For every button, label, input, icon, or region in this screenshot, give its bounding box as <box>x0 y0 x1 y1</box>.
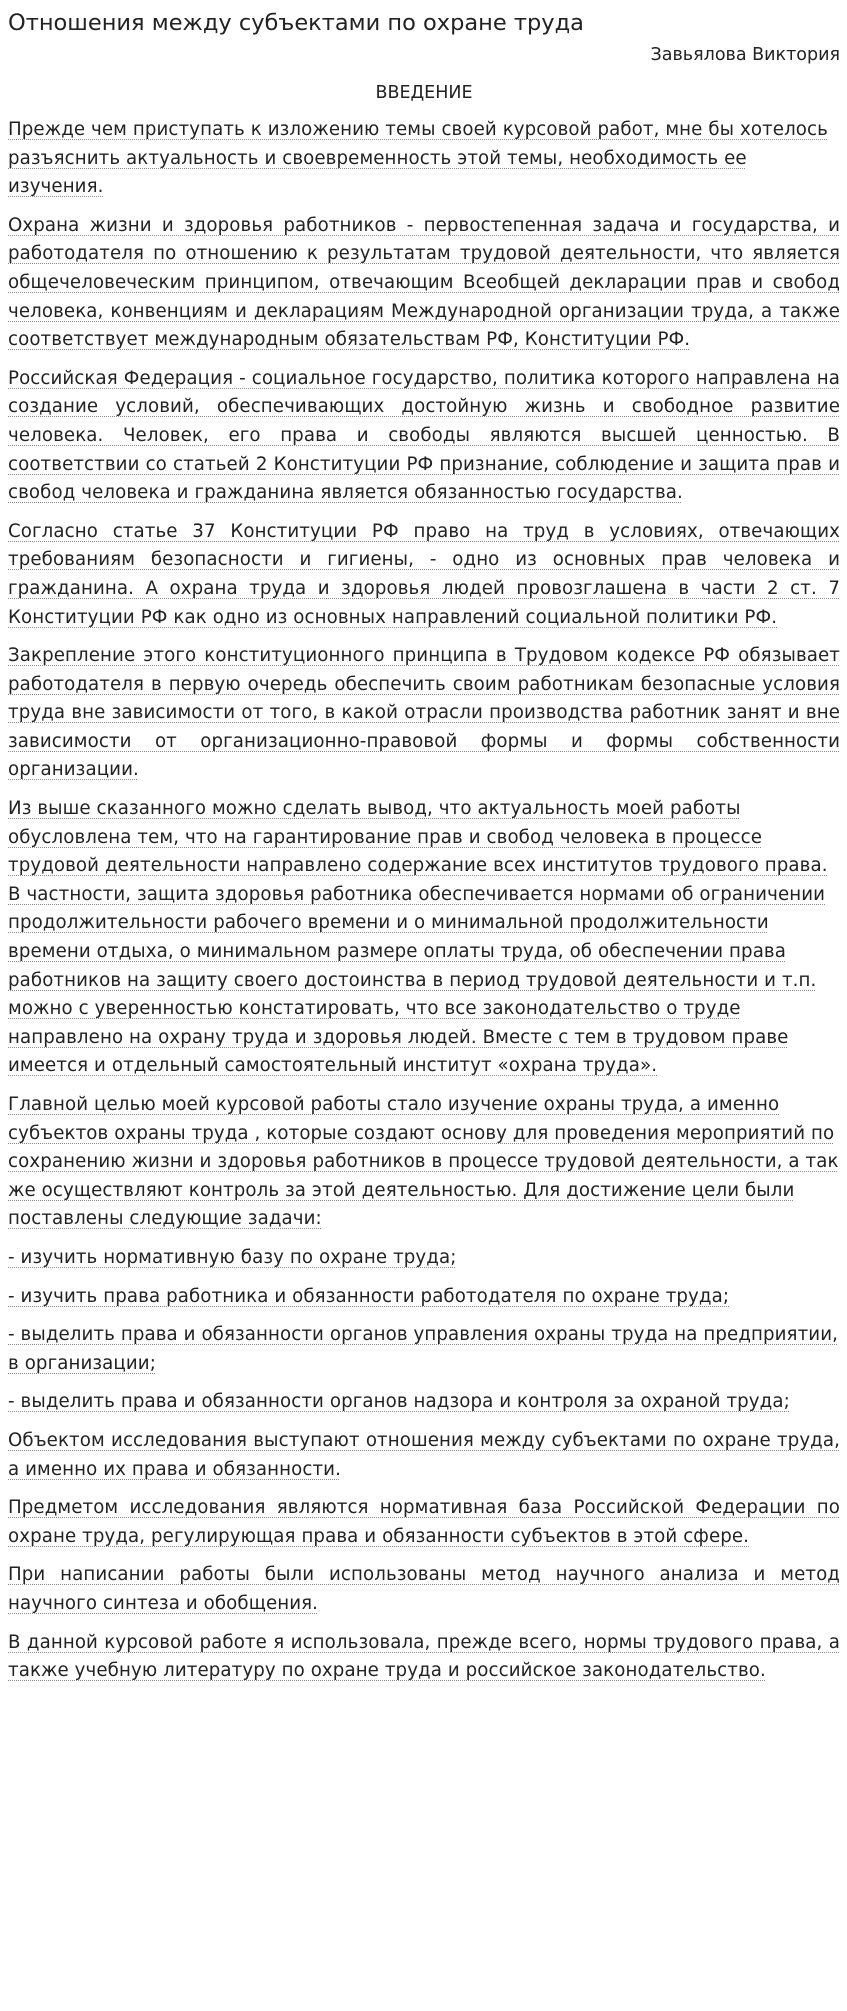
paragraph-article-37: Согласно статье 37 Конституции РФ право на труд в условиях, отвечающих требованиям безопасности и гигиены, - одно из основных прав человека и гражданина. А охрана труда и здоровья людей провозглашена в части 2 ст. 7 Конституции РФ как одно из основных направлений социальной политики РФ. <box>8 520 840 628</box>
paragraph-labor-code: Закрепление этого конституционного принципа в Трудовом кодексе РФ обязывает работодателя в первую очередь обеспечить своим работникам безопасные условия труда вне зависимости от того, в какой отрасли производства работник занят и вне зависимости от организационно-правовой формы и формы собственности организации. <box>8 645 840 781</box>
paragraph-life-health: Охрана жизни и здоровья работников - первостепенная задача и государства, и работодателя по отношению к результатам трудовой деятельности, что является общечеловеческим принципом, отвечающим Всеобщей декларации прав и свобод человека, конвенциям и декларациям Международной организации труда, а также соответствует международным обязательствам РФ, Конституции РФ. <box>8 214 840 351</box>
paragraph-subject: Предметом исследования являются нормативная база Российской Федерации по охране труда, регулирующая права и обязанности субъектов в этой сфере. <box>8 1497 840 1547</box>
document-body <box>8 116 840 1686</box>
paragraph-relevance: Из выше сказанного можно сделать вывод, что актуальность моей работы обусловлена тем, что на гарантирование прав и свобод человека в процессе трудовой деятельности направлено содержание всех институтов трудового права. В частности, защита здоровья работника обеспечивается нормами об ограничении продолжительности рабочего времени и о минимальной продолжительности времени отдыха, о минимальном размере оплаты труда, об обеспечении права работников на защиту своего достоинства в период трудовой деятельности и т.п. можно с уверенностью констатировать, что все законодательство о труде направлено на охрану труда и здоровья людей. Вместе с тем в трудовом праве имеется и отдельный самостоятельный институт «охрана труда». <box>8 798 828 1077</box>
task-item-3: - выделить права и обязанности органов управления охраны труда на предприятии, в организации; <box>8 1324 839 1374</box>
author-name: Завьялова Виктория <box>650 45 840 65</box>
section-heading: ВВЕДЕНИЕ <box>375 83 473 103</box>
task-item-4: - выделить права и обязанности органов надзора и контроля за охраной труда; <box>8 1391 790 1413</box>
task-item-1: - изучить нормативную базу по охране труда; <box>8 1246 457 1268</box>
paragraph-object: Объектом исследования выступают отношения между субъектами по охране труда, а именно их права и обязанности. <box>8 1429 840 1480</box>
paragraph-intro: Прежде чем приступать к изложению темы своей курсовой работ, мне бы хотелось разъяснить актуальность и своевременность этой темы, необходимость ее изучения. <box>8 119 828 198</box>
paragraph-sources: В данной курсовой работе я использовала, прежде всего, нормы трудового права, а также учебную литературу по охране труда и российское законодательство. <box>8 1631 840 1682</box>
paragraph-methods: При написании работы были использованы метод научного анализа и метод научного синтеза и обобщения. <box>8 1564 840 1614</box>
paragraph-goal: Главной целью моей курсовой работы стало изучение охраны труда, а именно субъектов охраны труда , которые создают основу для проведения мероприятий по сохранению жизни и здоровья работников в процессе трудовой деятельности, а так же осуществляют контроль за этой деятельностью. Для достижение цели были поставлены следующие задачи: <box>8 1094 839 1230</box>
task-item-2: - изучить права работника и обязанности работодателя по охране труда; <box>8 1285 730 1307</box>
document-title: Отношения между субъектами по охране труда <box>8 10 584 36</box>
paragraph-social-state: Российская Федерация - социальное государство, политика которого направлена на создание условий, обеспечивающих достойную жизнь и свободное развитие человека. Человек, его права и свободы являются высшей ценностью. В соответствии со статьей 2 Конституции РФ признание, соблюдение и защита прав и свобод человека и гражданина является обязанностью государства. <box>8 367 840 504</box>
